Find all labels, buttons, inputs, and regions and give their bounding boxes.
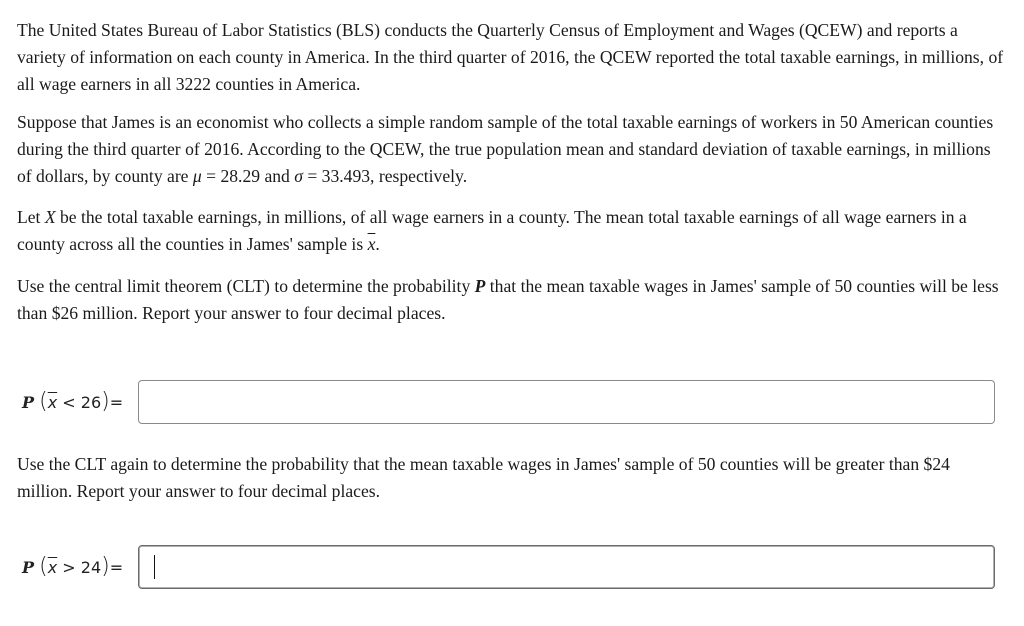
answer-label-2 — [22, 545, 123, 589]
answer-2-open-paren: ( — [39, 554, 48, 579]
answer-1-xbar: $\overline{x}$ — [47, 393, 58, 412]
question-1-paragraph — [17, 273, 1007, 327]
answer-1-p: P — [22, 393, 35, 412]
setup-paragraph — [17, 109, 1007, 190]
question-1-text-start: Use the central limit theorem (CLT) to determine the probability — [17, 276, 475, 296]
answer-1-equals: = — [109, 393, 124, 412]
definition-paragraph — [17, 204, 1007, 258]
and-text: and — [260, 166, 295, 186]
answer-input-1[interactable] — [138, 380, 995, 424]
answer-input-2[interactable] — [138, 545, 995, 589]
mu-symbol: μ — [192, 166, 202, 186]
sigma-value: = 33.493 — [302, 166, 371, 186]
answer-2-p: P — [22, 558, 35, 577]
respectively-text: , respectively. — [370, 166, 468, 186]
x-variable: X — [44, 207, 56, 227]
xbar-symbol: $\overline{x}$ — [367, 234, 376, 254]
answer-row-1 — [22, 380, 997, 424]
period-text: . — [375, 234, 380, 254]
intro-paragraph: The United States Bureau of Labor Statistics (BLS) conducts the Quarterly Census of Employment and Wages (QCEW) and reports a variety of information on each county in America. In the third quarter of 2016, the QCEW reported the total taxable earnings, in millions, of all wage earners in all 3222 counties in America. — [17, 20, 1004, 94]
let-text: Let — [17, 207, 45, 227]
mu-value: = 28.29 — [201, 166, 261, 186]
answer-1-relation: < 26 — [57, 393, 102, 412]
answer-1-open-paren: ( — [39, 389, 48, 414]
question-1-text-end: that the mean taxable wages in James' sample of 50 counties will be less than $26 million. Report your answer to four decimal places. — [17, 276, 999, 323]
answer-label-1 — [22, 380, 123, 424]
answer-2-xbar: $\overline{x}$ — [47, 558, 58, 577]
p-variable: P — [474, 276, 486, 296]
sigma-symbol: σ — [294, 166, 303, 186]
answer-row-2 — [22, 545, 997, 589]
definition-text: be the total taxable earnings, in millions, of all wage earners in a county. The mean total taxable earnings of all wage earners in a county across all the counties in James' sample is — [17, 207, 967, 254]
answer-2-close-paren: ) — [101, 554, 110, 579]
answer-2-relation: > 24 — [57, 558, 102, 577]
answer-1-close-paren: ) — [101, 389, 110, 414]
question-2-paragraph: Use the CLT again to determine the probability that the mean taxable wages in James' sample of 50 counties will be greater than $24 million. Report your answer to four decimal places. — [17, 454, 950, 501]
text-cursor — [154, 555, 155, 579]
answer-2-equals: = — [109, 558, 124, 577]
setup-text: Suppose that James is an economist who collects a simple random sample of the total taxable earnings of workers in 50 American counties during the third quarter of 2016. According to the QCEW, the true population mean and standard deviation of taxable earnings, in millions of dollars, by county are — [17, 112, 994, 186]
